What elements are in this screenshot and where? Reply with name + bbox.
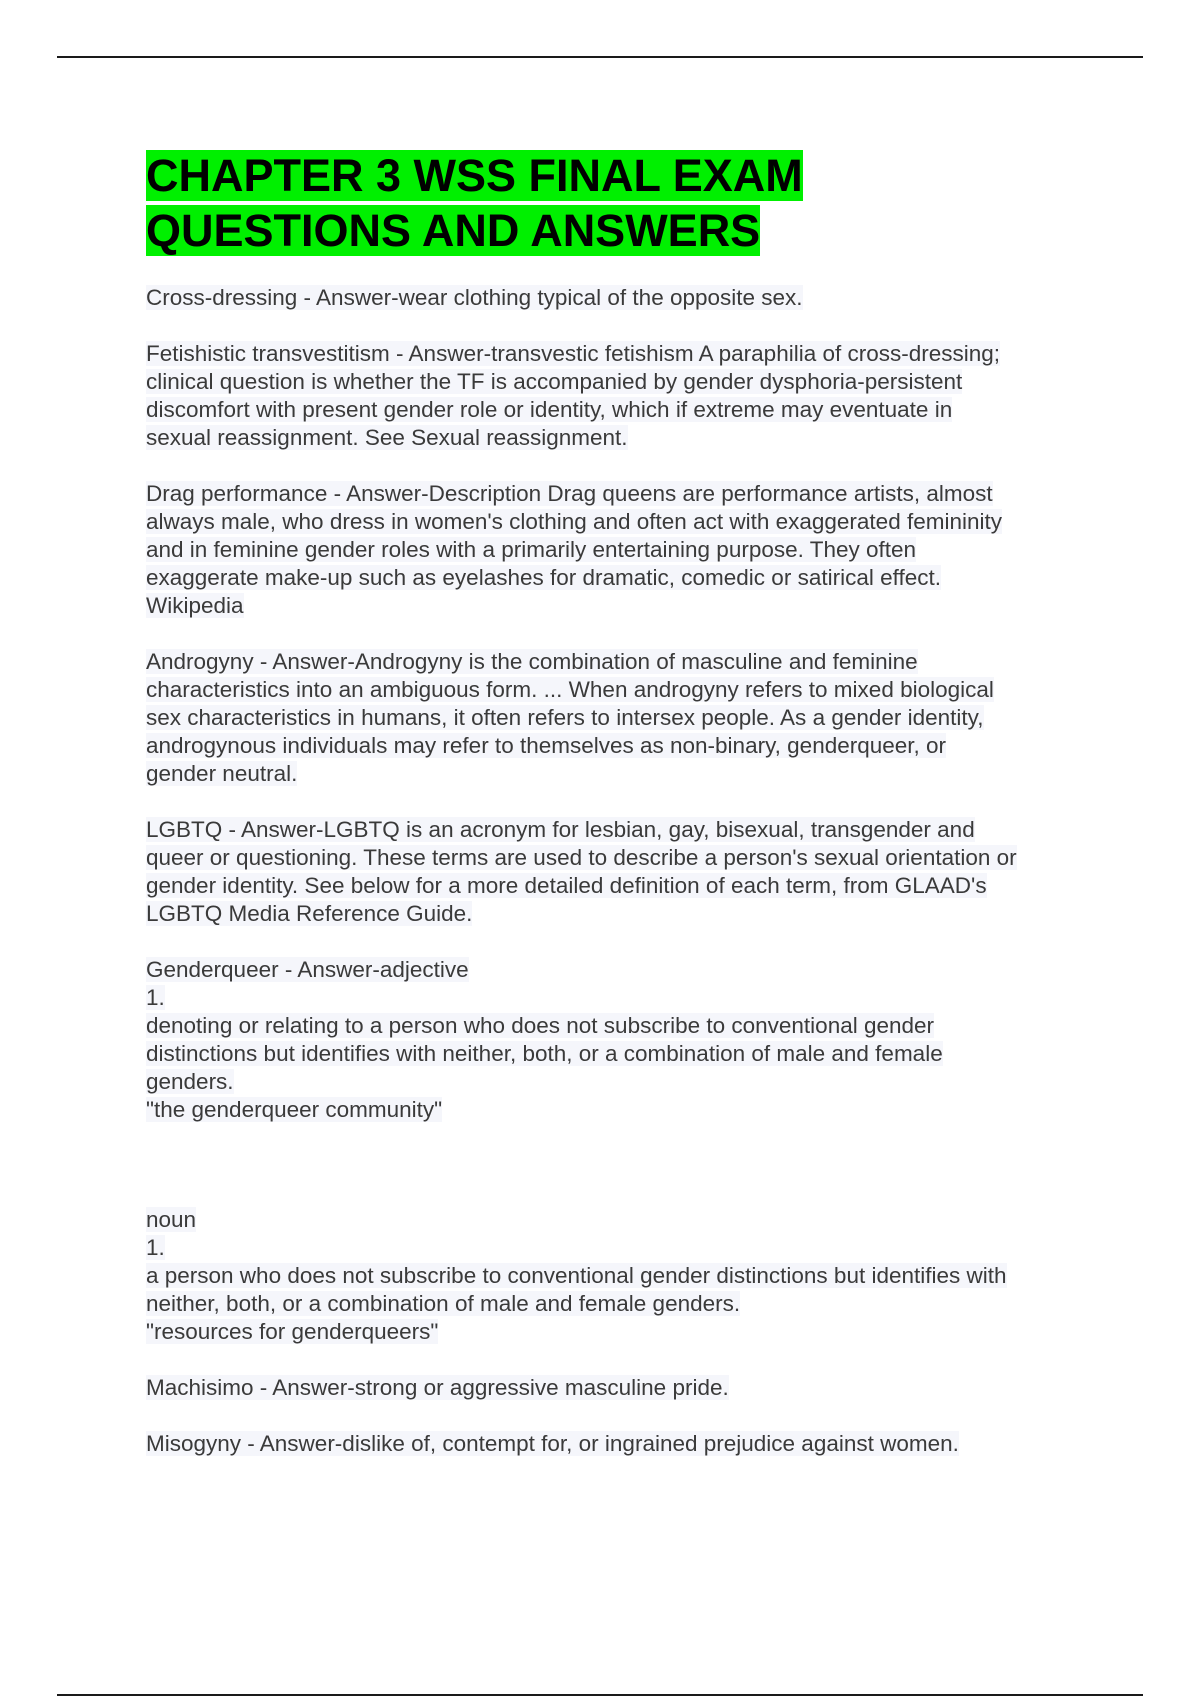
bottom-divider — [57, 1694, 1143, 1696]
qa-entry-genderqueer — [146, 956, 1086, 1124]
qa-entry-machisimo — [146, 1374, 1086, 1402]
qa-entry-misogyny — [146, 1430, 1086, 1458]
qa-entry-lgbtq — [146, 816, 1086, 928]
qa-entry-genderqueer-noun — [146, 1206, 1086, 1346]
spacer — [146, 1152, 1086, 1206]
qa-entry-text: Genderqueer - Answer-adjective 1. denoting or relating to a person who does not subscribe to conventional gender distinctions but identifies with neither, both, or a combination of male and female genders. "the genderqueer community" — [146, 957, 943, 1122]
qa-entry-cross-dressing — [146, 284, 1086, 312]
document-body — [146, 148, 1086, 1486]
qa-entry-text: Misogyny - Answer-dislike of, contempt for, or ingrained prejudice against women. — [146, 1431, 959, 1456]
qa-entry-text: noun 1. a person who does not subscribe to conventional gender distinctions but identifies with neither, both, or a combination of male and female genders. "resources for genderqueers" — [146, 1207, 1007, 1344]
qa-entry-text: Drag performance - Answer-Description Drag queens are performance artists, almost always male, who dress in women's clothing and often act with exaggerated femininity and in feminine gender roles with a primarily entertaining purpose. They often exaggerate make-up such as eyelashes for dramatic, comedic or satirical effect. Wikipedia — [146, 481, 1002, 618]
qa-entry-text: Androgyny - Answer-Androgyny is the combination of masculine and feminine characteristics into an ambiguous form. ... When androgyny refers to mixed biological sex characteristics in humans, it often refers to intersex people. As a gender identity, androgynous individuals may refer to themselves as non-binary, genderqueer, or gender neutral. — [146, 649, 994, 786]
qa-entry-androgyny — [146, 648, 1086, 788]
qa-entry-fetishistic-transvestitism — [146, 340, 1086, 452]
qa-entry-text: Fetishistic transvestitism - Answer-transvestic fetishism A paraphilia of cross-dressing; clinical question is whether the TF is accompanied by gender dysphoria-persistent discomfort with present gender role or identity, which if extreme may eventuate in sexual reassignment. See Sexual reassignment. — [146, 341, 1001, 450]
page-title — [146, 148, 1086, 258]
top-divider — [57, 56, 1143, 58]
title-line-1: CHAPTER 3 WSS FINAL EXAM — [146, 150, 803, 201]
qa-entry-text: LGBTQ - Answer-LGBTQ is an acronym for lesbian, gay, bisexual, transgender and queer or questioning. These terms are used to describe a person's sexual orientation or gender identity. See below for a more detailed definition of each term, from GLAAD's LGBTQ Media Reference Guide. — [146, 817, 1017, 926]
qa-entry-text: Machisimo - Answer-strong or aggressive masculine pride. — [146, 1375, 729, 1400]
qa-entry-text: Cross-dressing - Answer-wear clothing typical of the opposite sex. — [146, 285, 803, 310]
title-line-2: QUESTIONS AND ANSWERS — [146, 205, 761, 256]
qa-entry-drag-performance — [146, 480, 1086, 620]
